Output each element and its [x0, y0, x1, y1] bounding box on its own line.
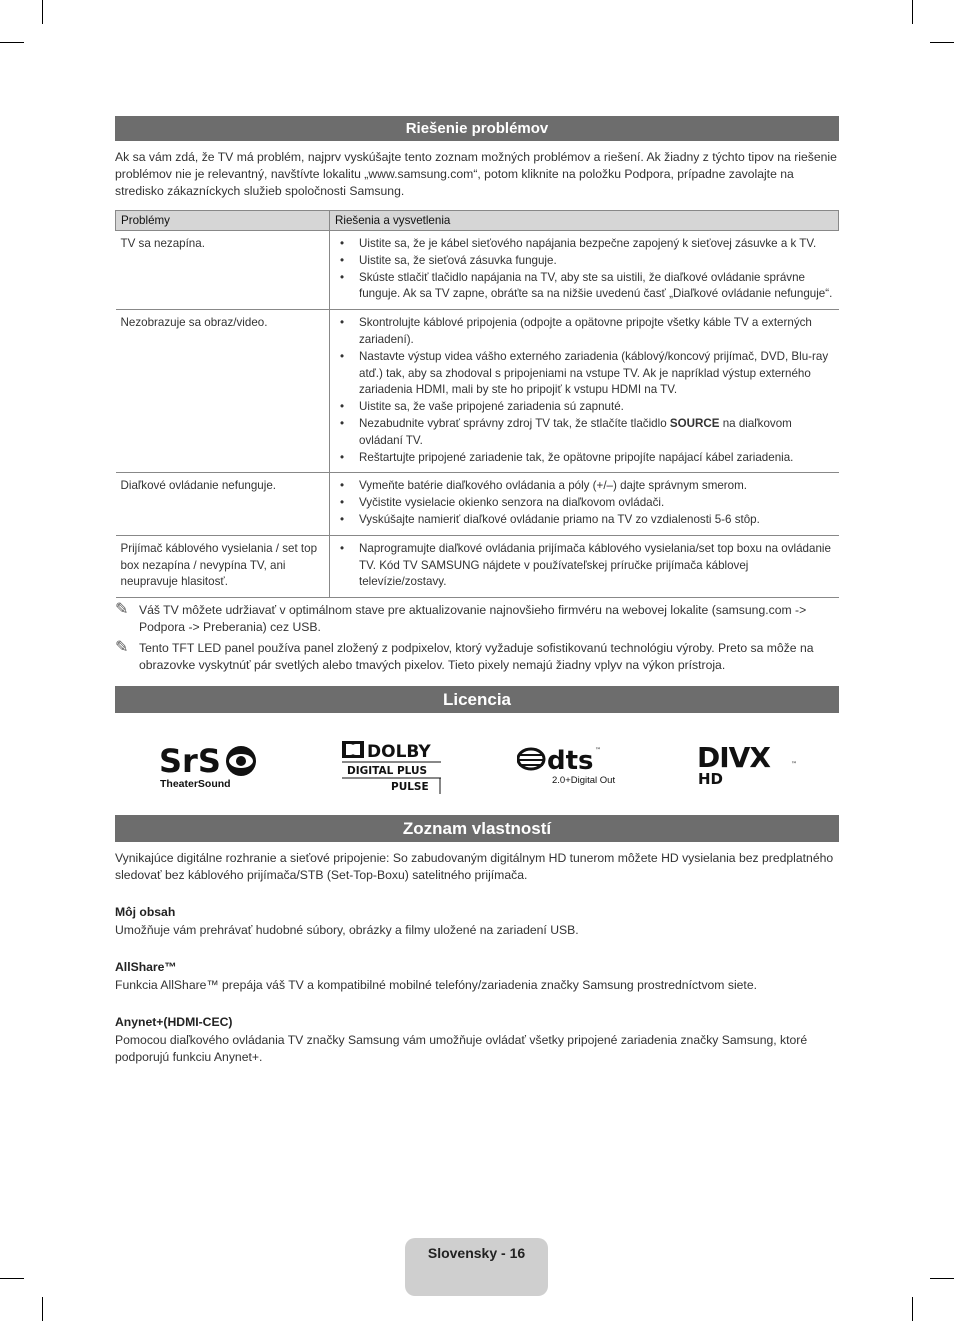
crop-mark	[930, 1278, 954, 1279]
column-header-problems: Problémy	[116, 211, 330, 231]
feature-text: Umožňuje vám prehrávať hudobné súbory, obrázky a filmy uložené na zariadení USB.	[115, 923, 579, 938]
divx-logo-tm: ™	[791, 761, 797, 769]
dolby-logo-icon	[341, 739, 445, 795]
pencil-note-icon: ✎	[115, 601, 129, 619]
srs-theatersound-logo	[159, 741, 259, 796]
solution-item: • Naprogramujte diaľkové ovládania prijímača káblového vysielania/set top boxu na ovládanie TV. Kód TV SAMSUNG nájdete v používateľskej príručke prijímača káblovej televízie/zostavy.	[337, 541, 834, 591]
solution-cell	[330, 535, 839, 597]
note	[115, 602, 839, 636]
dolby-logo-line2: PULSE	[391, 781, 429, 794]
features-heading: Zoznam vlastností	[115, 815, 839, 842]
solution-cell	[330, 310, 839, 473]
feature-title: Anynet+(HDMI-CEC)	[115, 1015, 233, 1030]
solution-item: • Reštartujte pripojené zariadenie tak, že opätovne pripojíte napájací kábel zariadenia.	[337, 450, 834, 467]
troubleshooting-table	[115, 210, 839, 598]
solution-item: • Nezabudnite vybrať správny zdroj TV tak, že stlačíte tlačidlo SOURCE na diaľkovom ovládaní TV.	[337, 416, 834, 450]
divx-hd-logo	[697, 741, 801, 792]
feature-item	[115, 960, 839, 994]
solution-item: • Uistite sa, že sieťová zásuvka funguje.	[337, 253, 834, 270]
feature-title: AllShare™	[115, 960, 177, 975]
note-text: Váš TV môžete udržiavať v optimálnom stave pre aktualizovanie najnovšieho firmvéru na webovej lokalite (samsung.com -> Podpora -> Preberania) cez USB.	[139, 603, 807, 635]
crop-mark	[0, 42, 24, 43]
divx-logo-sub: HD	[698, 770, 724, 788]
solution-item: • Skúste stlačiť tlačidlo napájania na TV, aby ste sa uistili, že diaľkové ovládanie správne funguje. Ak sa TV zapne, obráťte sa na nižšie uvedenú časť „Diaľkové ovládanie nefunguje“.	[337, 270, 834, 304]
column-header-solutions: Riešenia a vysvetlenia	[330, 211, 839, 231]
table-row	[116, 473, 839, 535]
dts-logo	[517, 743, 621, 794]
solution-item: • Vyčistite vysielacie okienko senzora na diaľkovom ovládači.	[337, 495, 834, 512]
table-row	[116, 535, 839, 597]
srs-logo-mark: SrS	[159, 742, 221, 781]
crop-mark	[912, 0, 913, 24]
page-content	[115, 116, 839, 1066]
problem-cell: Diaľkové ovládanie nefunguje.	[116, 473, 330, 535]
crop-mark	[42, 1297, 43, 1321]
feature-text: Pomocou diaľkového ovládania TV značky Samsung vám umožňuje ovládať všetky pripojené zariadenia značky Samsung, ktoré podporujú funkciu Anynet+.	[115, 1033, 808, 1065]
srs-logo-icon	[159, 741, 259, 791]
dolby-logo-line1: DIGITAL PLUS	[347, 765, 428, 778]
solution-item: • Nastavte výstup videa vášho externého zariadenia (káblový/koncový prijímač, DVD, Blu-ray atď.) tak, aby sa zhodoval s pripojeniami na vstupe TV. Ak je napríklad výstup externého zariadenia HDMI, mali by ste ho pripojiť k vstupu HDMI na TV.	[337, 349, 834, 399]
features-intro: Vynikajúce digitálne rozhranie a sieťové pripojenie: So zabudovaným digitálnym HD tunerom môžete HD vysielania bez predplatného sledovať bez káblového prijímača/STB (Set-Top-Boxu) satelitného prijímača.	[115, 851, 834, 883]
solution-item: • Vyskúšajte namieriť diaľkové ovládanie priamo na TV zo vzdialenosti 5-6 stôp.	[337, 512, 834, 529]
problem-cell: TV sa nezapína.	[116, 231, 330, 310]
feature-title: Môj obsah	[115, 905, 176, 920]
dolby-digital-plus-pulse-logo	[341, 739, 445, 800]
table-row	[116, 310, 839, 473]
srs-logo-sub: TheaterSound	[160, 778, 231, 791]
feature-item	[115, 905, 839, 939]
solution-item: • Skontrolujte káblové pripojenia (odpojte a opätovne pripojte všetky káble TV a externých zariadení).	[337, 315, 834, 349]
dts-logo-tm: ™	[595, 747, 601, 755]
solution-item: • Uistite sa, že vaše pripojené zariadenia sú zapnuté.	[337, 399, 834, 416]
pencil-note-icon: ✎	[115, 639, 129, 657]
dts-logo-icon	[517, 743, 621, 789]
feature-item	[115, 1015, 839, 1066]
crop-mark	[930, 42, 954, 43]
license-heading: Licencia	[115, 686, 839, 713]
table-row	[116, 231, 839, 310]
troubleshooting-intro: Ak sa vám zdá, že TV má problém, najprv vyskúšajte tento zoznam možných problémov a riešení. Ak žiadny z týchto tipov na riešenie problémov nie je relevantný, navštívte lokalitu „www.samsung.com“, potom kliknite na položku Podpora, prípadne zavolajte na stredisko zákazníckych služieb spoločnosti Samsung.	[115, 150, 837, 198]
note-text: Tento TFT LED panel používa panel zložený z podpixelov, ktorý vyžaduje sofistikovanú technológiu výroby. Preto sa môže na obrazovke vyskytnúť pár svetlých alebo tmavých pixelov. Tieto pixely nemajú žiadny vplyv na výkon prístroja.	[139, 641, 814, 673]
solution-cell	[330, 231, 839, 310]
dts-logo-name: dts	[547, 746, 594, 777]
button-name: SOURCE	[669, 416, 720, 430]
crop-mark	[912, 1297, 913, 1321]
dts-logo-sub: 2.0+Digital Out	[552, 775, 616, 787]
troubleshooting-heading: Riešenie problémov	[115, 116, 839, 141]
solution-cell	[330, 473, 839, 535]
divx-logo-icon	[697, 741, 801, 787]
feature-text: Funkcia AllShare™ prepája váš TV a kompatibilné mobilné telefóny/zariadenia značky Samsung prostredníctvom siete.	[115, 978, 757, 993]
license-logos	[115, 713, 839, 815]
divx-logo-name: DIVX	[697, 741, 770, 775]
page-number-tab: Slovensky - 16	[405, 1238, 548, 1296]
note	[115, 640, 839, 674]
crop-mark	[42, 0, 43, 24]
dolby-logo-name: DOLBY	[367, 742, 431, 763]
crop-mark	[0, 1278, 24, 1279]
solution-item: • Uistite sa, že je kábel sieťového napájania bezpečne zapojený k sieťovej zásuvke a k TV.	[337, 236, 834, 253]
problem-cell: Prijímač káblového vysielania / set top box nezapína / nevypína TV, ani neupravuje hlasitosť.	[116, 535, 330, 597]
problem-cell: Nezobrazuje sa obraz/video.	[116, 310, 330, 473]
solution-item: • Vymeňte batérie diaľkového ovládania a póly (+/–) dajte správnym smerom.	[337, 478, 834, 495]
